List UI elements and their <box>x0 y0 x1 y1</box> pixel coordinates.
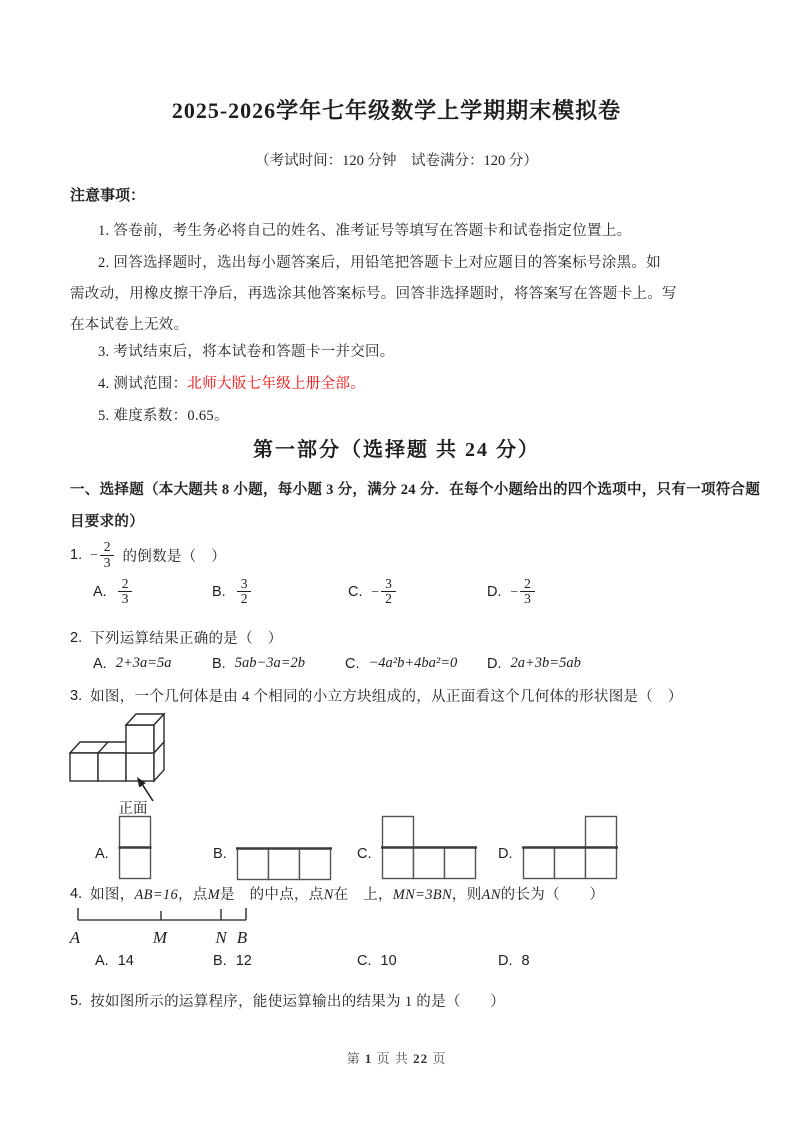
notice-line-5: 3. 考试结束后，将本试卷和答题卡一并交回。 <box>98 344 395 360</box>
q4-math-n: N <box>323 887 334 903</box>
q2-text: 下列运算结果正确的是（ ） <box>90 631 283 647</box>
q3-option-d <box>498 815 619 882</box>
q1-option-a-fraction <box>116 577 133 606</box>
q1-option-b <box>212 577 251 606</box>
q1-option-d-sign: − <box>510 583 519 599</box>
notice-heading: 注意事项： <box>70 188 146 204</box>
q2-option-d <box>487 655 581 672</box>
q4-text-part: 如图， <box>90 887 135 903</box>
q2-option-d-math: 2a+3b=5ab <box>510 655 581 671</box>
q3-text: 如图，一个几何体是由 4 个相同的小立方块组成的，从正面看这个几何体的形状图是（ ） <box>90 689 683 705</box>
q2-stem <box>70 627 283 648</box>
q2-option-b-math: 5ab−3a=2b <box>234 655 306 671</box>
q4-option-d-value: 8 <box>521 953 530 969</box>
q1-fraction-sign: − <box>90 547 98 562</box>
q2-option-c-math: −4a²b+4ba²=0 <box>368 655 458 671</box>
q1-option-b-label: B. <box>212 583 226 600</box>
q2-option-c-label: C. <box>345 655 360 672</box>
q4-text-part: ，点 <box>178 887 208 903</box>
q3-option-b-shape <box>236 847 333 882</box>
q4-math-an: AN <box>481 887 501 903</box>
notice-line-1: 1. 答卷前，考生务必将自己的姓名、准考证号等填写在答题卡和试卷指定位置上。 <box>98 223 632 239</box>
q4-math-ab16: AB=16 <box>134 887 178 903</box>
page-footer <box>0 1048 793 1067</box>
footer-text: 页 共 <box>372 1051 414 1066</box>
q4-option-b-label: B. <box>213 953 227 969</box>
notice-line-7: 5. 难度系数：0.65。 <box>98 408 229 424</box>
q3-cube-figure <box>64 707 254 819</box>
q1-option-c-den: 2 <box>385 591 392 607</box>
q2-option-a-label: A. <box>93 655 107 672</box>
q4-option-b-value: 12 <box>235 953 252 969</box>
q4-options-row <box>70 953 793 975</box>
q3-option-d-shape <box>522 815 619 882</box>
q4-number: 4. <box>70 885 83 902</box>
q4-text-part: 是 的中点，点 <box>220 887 324 903</box>
q3-option-c-shape <box>381 815 478 882</box>
q5-text: 按如图所示的运算程序，能使运算输出的结果为 1 的是（ ） <box>90 994 506 1010</box>
q4-text <box>90 883 604 904</box>
q3-option-a <box>95 815 153 882</box>
q1-option-c <box>348 577 396 606</box>
q1-option-d-label: D. <box>487 583 502 600</box>
part1-heading: 第一部分（选择题 共 24 分） <box>253 439 540 461</box>
q4-option-c <box>357 953 397 969</box>
q4-option-d-label: D. <box>498 953 513 969</box>
q4-text-part: 在 上， <box>333 887 393 903</box>
q4-text-part: 的长为（ ） <box>500 887 605 903</box>
test-scope-prefix: 4. 测试范围： <box>98 376 188 392</box>
q1-option-c-fraction <box>372 577 396 606</box>
q1-fraction <box>90 540 114 569</box>
q3-option-b-label: B. <box>213 846 227 862</box>
q1-option-a-den: 3 <box>121 591 129 607</box>
q1-number: 1. <box>70 547 83 563</box>
q3-option-a-label: A. <box>95 846 109 862</box>
q3-option-a-shape <box>118 815 153 882</box>
point-m-label: M <box>152 928 168 947</box>
q1-option-c-label: C. <box>348 583 363 600</box>
q5-number: 5. <box>70 992 83 1009</box>
q1-option-b-num: 3 <box>237 577 252 592</box>
q1-option-a <box>93 577 132 606</box>
q1-option-d <box>487 577 535 606</box>
q3-number: 3. <box>70 687 83 704</box>
footer-total-pages: 22 <box>413 1051 429 1066</box>
q4-text-part: ，则 <box>451 887 482 903</box>
front-face-label: 正面 <box>118 801 148 817</box>
q1-stem <box>70 534 226 576</box>
q5-stem <box>70 990 505 1011</box>
q1-option-c-num: 3 <box>381 577 396 592</box>
notice-line-2: 2. 回答选择题时，选出每小题答案后，用铅笔把答题卡上对应题目的答案标号涂黑。如 <box>98 255 661 271</box>
q2-option-c <box>345 655 457 672</box>
footer-text: 第 <box>346 1051 365 1066</box>
q4-math-mn3bn: MN=3BN <box>392 887 452 903</box>
footer-page-number: 1 <box>364 1051 373 1066</box>
page-subtitle: （考试时间：120 分钟 试卷满分：120 分） <box>255 153 538 169</box>
q1-option-a-num: 2 <box>118 577 133 592</box>
point-a-label: A <box>69 928 81 947</box>
q2-option-b <box>212 655 305 672</box>
q2-option-d-label: D. <box>487 655 502 672</box>
q4-math-m: M <box>207 887 220 903</box>
point-b-label: B <box>236 928 248 947</box>
q4-option-a-label: A. <box>95 953 109 969</box>
notice-line-6 <box>98 372 365 393</box>
test-scope-value: 北师大版七年级上册全部。 <box>187 376 366 392</box>
q1-option-d-fraction <box>511 577 535 606</box>
notice-line-4: 在本试卷上无效。 <box>70 317 189 333</box>
q3-option-c <box>357 815 478 882</box>
q3-options-row <box>70 810 793 882</box>
q1-option-b-fraction <box>235 577 252 606</box>
q4-option-c-label: C. <box>357 953 372 969</box>
section1-intro-line2: 目要求的） <box>70 514 144 530</box>
q1-fraction-num: 2 <box>100 540 115 555</box>
q4-segment-figure <box>64 905 264 953</box>
q4-option-a-value: 14 <box>117 953 134 969</box>
q1-option-b-den: 2 <box>240 591 248 607</box>
q1-options-row <box>70 577 793 621</box>
q2-options-row <box>70 655 793 677</box>
q1-fraction-den: 3 <box>103 554 111 570</box>
q4-option-d <box>498 953 530 969</box>
notice-line-3: 需改动，用橡皮擦干净后，再选涂其他答案标号。回答非选择题时，将答案写在答题卡上。写 <box>70 286 677 302</box>
q4-option-a <box>95 953 134 969</box>
q3-option-b <box>213 846 333 882</box>
q1-option-c-sign: − <box>371 583 380 599</box>
q3-option-d-label: D. <box>498 846 513 862</box>
q1-text: 的倒数是（ ） <box>122 548 227 565</box>
footer-text: 页 <box>428 1051 447 1066</box>
q2-number: 2. <box>70 629 83 646</box>
q4-stem <box>70 883 604 904</box>
q2-option-a-math: 2+3a=5a <box>115 655 172 671</box>
q4-option-c-value: 10 <box>380 953 397 969</box>
q1-option-a-label: A. <box>93 583 107 600</box>
section1-intro-line1: 一、选择题（本大题共 8 小题，每小题 3 分，满分 24 分．在每个小题给出的四个选项中，只有一项符合题 <box>70 482 761 498</box>
q3-option-c-label: C. <box>357 846 372 862</box>
q1-option-d-num: 2 <box>520 577 535 592</box>
q2-option-a <box>93 655 172 672</box>
q3-stem <box>70 685 683 706</box>
q4-option-b <box>213 953 252 969</box>
page-title: 2025-2026学年七年级数学上学期期末模拟卷 <box>171 98 622 123</box>
q2-option-b-label: B. <box>212 655 226 672</box>
point-n-label: N <box>215 928 227 947</box>
q1-option-d-den: 3 <box>524 591 531 607</box>
